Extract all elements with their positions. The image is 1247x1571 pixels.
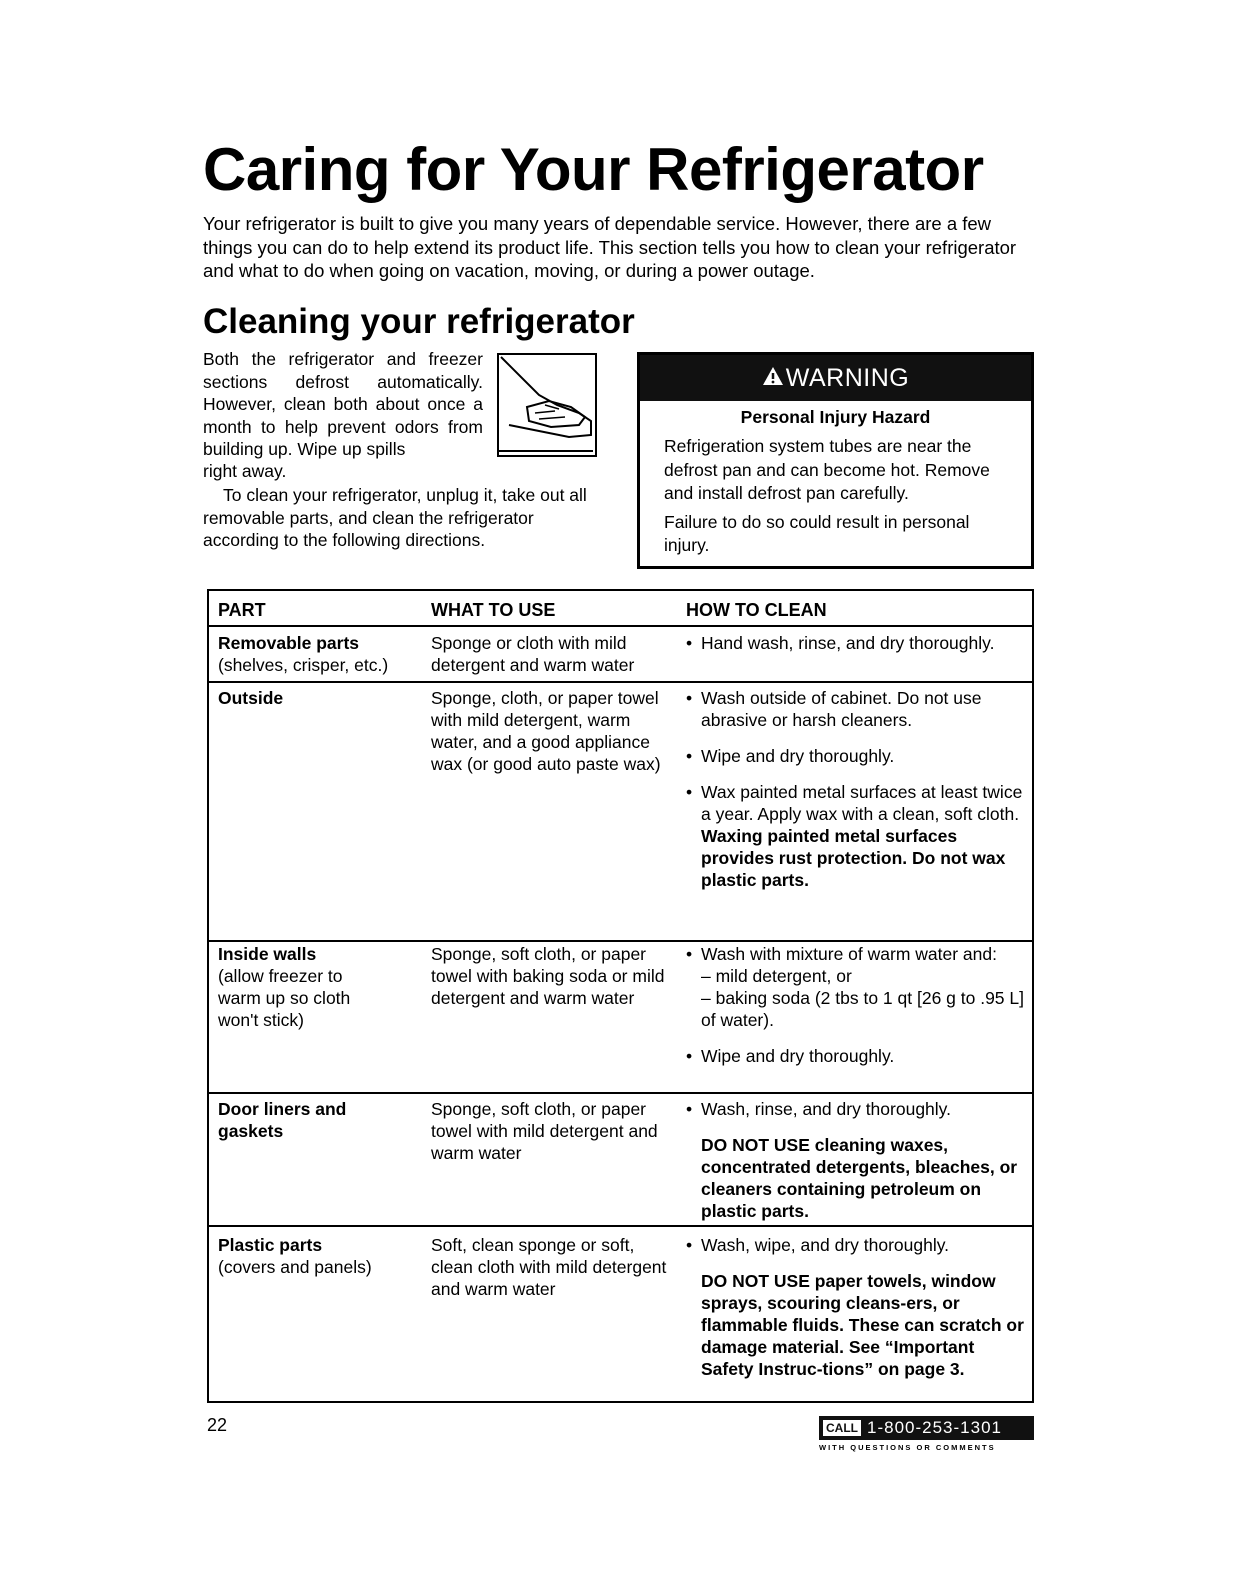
- bold-note: DO NOT USE cleaning waxes, concentrated detergents, bleaches, or cleaners containing petroleum on plastic parts.: [701, 1135, 1018, 1221]
- dash-item: – mild detergent, or: [701, 966, 852, 986]
- cleaning-paragraph-2-text: To clean your refrigerator, unplug it, take out all removable parts, and clean the refrigerator according to the following directions.: [203, 485, 587, 550]
- warning-label: WARNING: [785, 363, 910, 392]
- hazard-title: Personal Injury Hazard: [740, 407, 931, 427]
- dash-item: – baking soda (2 tbs to 1 qt [26 g to .95 L] of water).: [701, 988, 1024, 1030]
- section-heading: Cleaning your refrigerator: [203, 302, 635, 341]
- call-arrow-icon: CALL: [823, 1420, 861, 1436]
- part-note: (allow freezer to warm up so cloth won't stick): [218, 966, 351, 1030]
- bullet-item: • Wipe and dry thoroughly.: [686, 745, 1026, 767]
- what-to-use: Sponge, cloth, or paper towel with mild detergent, warm water, and a good appliance wax (or good auto paste wax): [431, 688, 661, 774]
- cleaning-table: [207, 589, 1034, 1403]
- bullet-item: • Hand wash, rinse, and dry thoroughly.: [686, 632, 1026, 654]
- call-banner: [819, 1416, 1034, 1440]
- warning-text-1: Refrigeration system tubes are near the defrost pan and can become hot. Remove and install defrost pan carefully.: [664, 436, 990, 503]
- header-part: PART: [218, 600, 266, 620]
- bullet-item: • Wash outside of cabinet. Do not use abrasive or harsh cleaners.: [686, 687, 1026, 731]
- page-title: Caring for Your Refrigerator: [203, 136, 984, 203]
- bold-note: Waxing painted metal surfaces provides rust protection. Do not wax plastic parts.: [701, 826, 1006, 890]
- how-to-clean: [686, 1098, 1026, 1222]
- warning-box: [637, 352, 1034, 569]
- cleaning-paragraph-1-end: right away.: [203, 461, 287, 481]
- header-how-to-clean: HOW TO CLEAN: [686, 600, 827, 620]
- header-what-to-use: WHAT TO USE: [431, 600, 556, 620]
- bullet-item: • Wash, rinse, and dry thoroughly.: [686, 1098, 1026, 1120]
- bullet-item: [686, 781, 1026, 891]
- part-name: Plastic parts: [218, 1235, 323, 1255]
- part-note: (covers and panels): [218, 1257, 372, 1277]
- warning-text: [664, 435, 1019, 563]
- warning-header: [640, 355, 1031, 401]
- how-to-clean: [686, 687, 1026, 891]
- how-to-clean: [686, 1234, 1026, 1380]
- bold-note: DO NOT USE paper towels, window sprays, scouring cleans-ers, or flammable fluids. These can scratch or damage material. See “Important Safety Instruc-tions” on page 3.: [701, 1271, 1024, 1379]
- intro-paragraph: Your refrigerator is built to give you many years of dependable service. However, there are a few things you can do to help extend its product life. This section tells you how to clean your refrigerator and what to do when going on vacation, moving, or during a power outage.: [203, 213, 1017, 281]
- bullet-text: Wax painted metal surfaces at least twice a year. Apply wax with a clean, soft cloth.: [701, 782, 1023, 824]
- table-row: [218, 632, 428, 676]
- warning-text-2: Failure to do so could result in personal injury.: [664, 511, 970, 555]
- bullet-item: • Wash, wipe, and dry thoroughly.: [686, 1234, 1026, 1256]
- part-name: Door liners and gaskets: [218, 1099, 347, 1141]
- part-name: Removable parts: [218, 633, 360, 653]
- cleaning-paragraph-2: [203, 484, 593, 552]
- what-to-use: Sponge or cloth with mild detergent and warm water: [431, 633, 635, 675]
- table-row: [218, 687, 428, 709]
- how-to-clean: [686, 632, 1026, 654]
- page-number: 22: [207, 1415, 228, 1435]
- warning-triangle-icon: [762, 364, 784, 393]
- part-note: (shelves, crisper, etc.): [218, 655, 389, 675]
- hand-wiping-icon: [497, 353, 597, 457]
- call-subtext: WITH QUESTIONS OR COMMENTS: [819, 1443, 996, 1452]
- table-row: [218, 1098, 428, 1142]
- what-to-use: Soft, clean sponge or soft, clean cloth with mild detergent and warm water: [431, 1235, 667, 1299]
- table-row: [218, 943, 428, 1031]
- phone-number: 1-800-253-1301: [867, 1418, 1002, 1437]
- what-to-use: Sponge, soft cloth, or paper towel with baking soda or mild detergent and warm water: [431, 944, 665, 1008]
- bullet-item: • Wipe and dry thoroughly.: [686, 1045, 1026, 1067]
- part-name: Outside: [218, 688, 284, 708]
- cleaning-paragraph-1: Both the refrigerator and freezer sections defrost automatically. However, clean both about once a month to help prevent odors from building up. Wipe up spills: [203, 349, 483, 459]
- what-to-use: Sponge, soft cloth, or paper towel with mild detergent and warm water: [431, 1099, 658, 1163]
- how-to-clean: [686, 943, 1026, 1067]
- table-row: [218, 1234, 428, 1278]
- part-name: Inside walls: [218, 944, 317, 964]
- bullet-item: • Wash with mixture of warm water and:: [686, 943, 1026, 965]
